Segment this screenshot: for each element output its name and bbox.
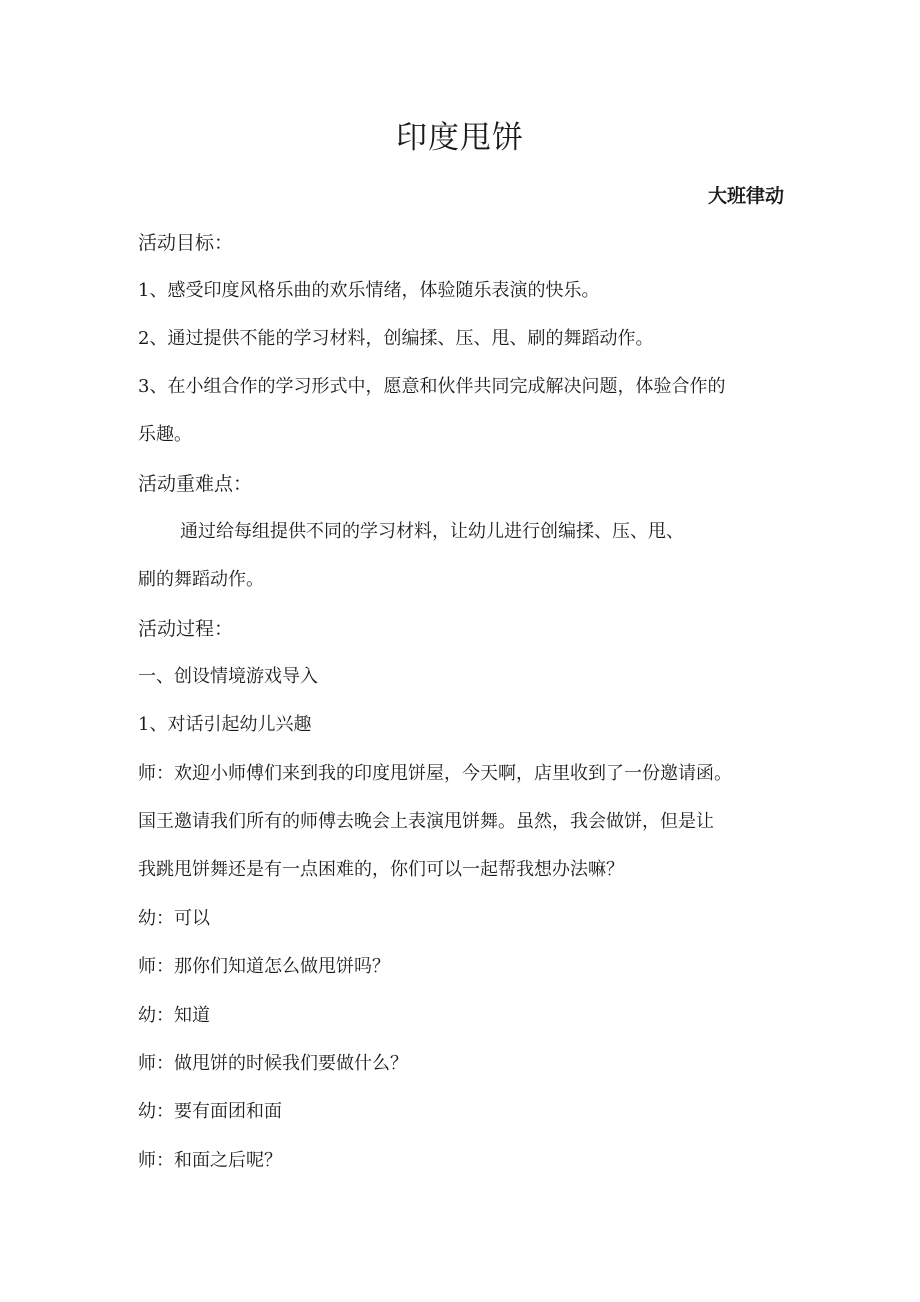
document-title: 印度甩饼 — [396, 120, 524, 156]
dialogue-line: 幼：可以 — [138, 908, 210, 929]
dialogue-line: 幼：要有面团和面 — [138, 1101, 282, 1122]
goal-item: 2、通过提供不能的学习材料，创编揉、压、甩、刷的舞蹈动作。 — [138, 328, 654, 349]
difficulty-paragraph-line: 刷的舞蹈动作。 — [138, 569, 264, 590]
document-subtitle: 大班律动 — [707, 185, 784, 207]
difficulty-heading: 活动重难点： — [138, 473, 253, 495]
goal-item: 3、在小组合作的学习形式中，愿意和伙伴共同完成解决问题，体验合作的 — [138, 376, 726, 397]
goals-heading: 活动目标： — [138, 232, 234, 254]
goal-item: 1、感受印度风格乐曲的欢乐情绪，体验随乐表演的快乐。 — [138, 280, 600, 301]
process-section-title: 一、创设情境游戏导入 — [138, 666, 318, 687]
dialogue-line: 师：和面之后呢？ — [138, 1150, 282, 1171]
goal-item-continuation: 乐趣。 — [138, 424, 192, 445]
process-step-title: 1、对话引起幼儿兴趣 — [138, 714, 312, 735]
dialogue-line: 国王邀请我们所有的师傅去晚会上表演甩饼舞。虽然，我会做饼，但是让 — [138, 811, 714, 832]
dialogue-line: 我跳甩饼舞还是有一点困难的，你们可以一起帮我想办法嘛？ — [138, 859, 624, 880]
dialogue-line: 师：欢迎小师傅们来到我的印度甩饼屋，今天啊，店里收到了一份邀请函。 — [138, 763, 732, 784]
difficulty-paragraph-line: 通过给每组提供不同的学习材料，让幼儿进行创编揉、压、甩、 — [180, 521, 684, 542]
dialogue-line: 师：那你们知道怎么做甩饼吗？ — [138, 956, 390, 977]
process-heading: 活动过程： — [138, 618, 234, 640]
dialogue-line: 师：做甩饼的时候我们要做什么？ — [138, 1053, 408, 1074]
dialogue-line: 幼：知道 — [138, 1005, 210, 1026]
